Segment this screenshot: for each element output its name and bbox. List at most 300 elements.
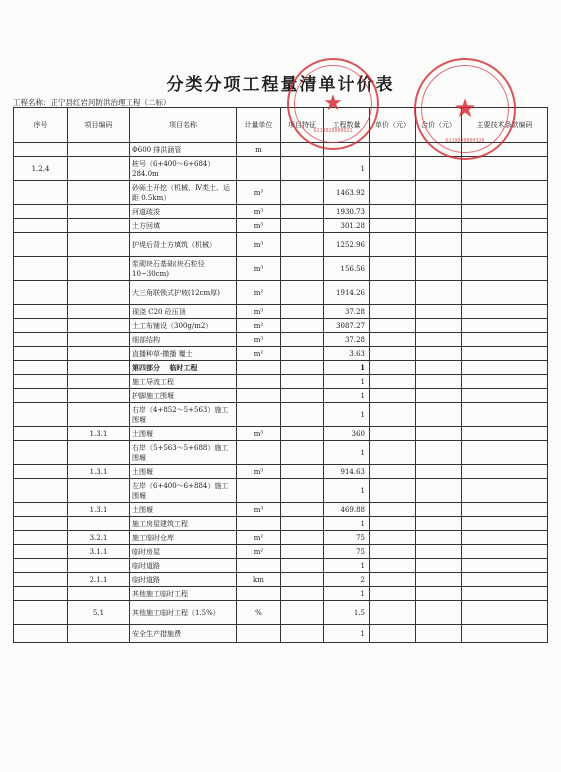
unit-cell (237, 403, 281, 427)
col-header-total-price: 合价（元） (416, 108, 462, 143)
seq-cell (14, 573, 68, 587)
unit-price-cell (370, 157, 416, 181)
unit-cell: m³ (237, 503, 281, 517)
total-price-cell (416, 479, 462, 503)
tech-clause-cell (462, 281, 548, 305)
table-header-row (14, 108, 548, 143)
tech-clause-cell (462, 517, 548, 531)
unit-cell: km (237, 573, 281, 587)
feature-cell (281, 625, 324, 643)
qty-cell: 469.88 (324, 503, 370, 517)
unit-price-cell (370, 333, 416, 347)
seal-star-icon: ★ (323, 91, 343, 116)
tech-clause-cell (462, 181, 548, 205)
qty-cell: 1 (324, 587, 370, 601)
total-price-cell (416, 503, 462, 517)
item-name-cell: 其他施工临时工程（1.5%） (130, 601, 237, 625)
tech-clause-cell (462, 545, 548, 559)
unit-price-cell (370, 531, 416, 545)
code-cell (68, 181, 130, 205)
item-name-cell: 土围堰 (130, 427, 237, 441)
tech-clause-cell (462, 305, 548, 319)
item-name-cell: 土工布铺设（300g/m2） (130, 319, 237, 333)
code-cell (68, 517, 130, 531)
qty-cell: 1 (324, 479, 370, 503)
unit-price-cell (370, 545, 416, 559)
code-cell (68, 319, 130, 333)
unit-price-cell (370, 601, 416, 625)
code-cell (68, 219, 130, 233)
tech-clause-cell (462, 587, 548, 601)
item-name-cell: 第四部分 临时工程 (130, 361, 237, 375)
total-price-cell (416, 333, 462, 347)
unit-cell: m³ (237, 219, 281, 233)
table-row (14, 233, 548, 257)
total-price-cell (416, 361, 462, 375)
feature-cell (281, 305, 324, 319)
item-name-cell: 护堤后背土方填筑（机械） (130, 233, 237, 257)
unit-cell (237, 361, 281, 375)
right-seal-code: 6219020000320 (445, 138, 485, 144)
item-name-cell: 细部结构 (130, 333, 237, 347)
code-cell: 1.3.1 (68, 503, 130, 517)
qty-cell: 301.28 (324, 219, 370, 233)
total-price-cell (416, 347, 462, 361)
qty-cell: 1 (324, 375, 370, 389)
table-row (14, 427, 548, 441)
tech-clause-cell (462, 531, 548, 545)
feature-cell (281, 347, 324, 361)
tech-clause-cell (462, 333, 548, 347)
seq-cell (14, 257, 68, 281)
seq-cell (14, 465, 68, 479)
total-price-cell (416, 465, 462, 479)
seq-cell (14, 347, 68, 361)
tech-clause-cell (462, 361, 548, 375)
table-row (14, 625, 548, 643)
qty-cell: 1914.26 (324, 281, 370, 305)
tech-clause-cell (462, 389, 548, 403)
table-row (14, 157, 548, 181)
table-row (14, 389, 548, 403)
code-cell: 2.1.1 (68, 573, 130, 587)
item-name-cell: 临时道路 (130, 559, 237, 573)
page-title: 分类分项工程量清单计价表 (166, 75, 395, 95)
item-name-cell: 施工导流工程 (130, 375, 237, 389)
project-name: 正宁县红岩河防洪治理工程（二标） (50, 98, 171, 107)
code-cell: 3.2.1 (68, 531, 130, 545)
project-label: 工程名称： (13, 98, 51, 107)
code-cell (68, 479, 130, 503)
feature-cell (281, 333, 324, 347)
unit-cell: m² (237, 545, 281, 559)
unit-price-cell (370, 233, 416, 257)
unit-price-cell (370, 465, 416, 479)
code-cell (68, 375, 130, 389)
unit-price-cell (370, 305, 416, 319)
item-name-cell: 安全生产措施费 (130, 625, 237, 643)
unit-price-cell (370, 441, 416, 465)
unit-cell: m³ (237, 305, 281, 319)
seq-cell (14, 587, 68, 601)
item-name-cell: 土方回填 (130, 219, 237, 233)
unit-price-cell (370, 347, 416, 361)
item-name-cell: 右岸（4+852～5+563）施工围堰 (130, 403, 237, 427)
item-name-cell: 施工临时仓库 (130, 531, 237, 545)
total-price-cell (416, 531, 462, 545)
total-price-cell (416, 389, 462, 403)
qty-cell: 1 (324, 157, 370, 181)
col-header-unit: 计量单位 (237, 108, 281, 143)
item-name-cell: 现浇 C20 砼压顶 (130, 305, 237, 319)
code-cell (68, 205, 130, 219)
item-name-cell: 直播种草-撒播 覆土 (130, 347, 237, 361)
table-row (14, 465, 548, 479)
table-row (14, 319, 548, 333)
unit-cell: m (237, 143, 281, 157)
tech-clause-cell (462, 257, 548, 281)
unit-cell: m³ (237, 257, 281, 281)
feature-cell (281, 257, 324, 281)
feature-cell (281, 465, 324, 479)
seq-cell (14, 143, 68, 157)
feature-cell (281, 427, 324, 441)
qty-cell: 1 (324, 625, 370, 643)
table-row (14, 559, 548, 573)
total-price-cell (416, 257, 462, 281)
code-cell (68, 625, 130, 643)
table-row (14, 205, 548, 219)
unit-cell (237, 389, 281, 403)
seq-cell (14, 441, 68, 465)
col-header-qty: 工程数量 (324, 108, 370, 143)
feature-cell (281, 587, 324, 601)
seq-cell (14, 319, 68, 333)
seal-star-icon: ★ (453, 94, 477, 124)
qty-cell: 75 (324, 545, 370, 559)
tech-clause-cell (462, 347, 548, 361)
unit-cell: m³ (237, 333, 281, 347)
qty-cell: 3087.27 (324, 319, 370, 333)
code-cell (68, 233, 130, 257)
unit-cell (237, 517, 281, 531)
unit-cell: m³ (237, 427, 281, 441)
table-row (14, 517, 548, 531)
seq-cell (14, 361, 68, 375)
table-row (14, 479, 548, 503)
qty-cell: 1 (324, 441, 370, 465)
total-price-cell (416, 181, 462, 205)
feature-cell (281, 517, 324, 531)
qty-cell: 914.63 (324, 465, 370, 479)
qty-cell: 2 (324, 573, 370, 587)
seq-cell (14, 389, 68, 403)
code-cell (68, 257, 130, 281)
total-price-cell (416, 573, 462, 587)
unit-price-cell (370, 257, 416, 281)
feature-cell (281, 281, 324, 305)
total-price-cell (416, 517, 462, 531)
total-price-cell (416, 559, 462, 573)
feature-cell (281, 375, 324, 389)
unit-cell: m² (237, 531, 281, 545)
item-name-cell: 大三角联锁式护坡(12cm厚) (130, 281, 237, 305)
unit-price-cell (370, 205, 416, 219)
qty-cell: 3.63 (324, 347, 370, 361)
unit-cell (237, 587, 281, 601)
code-cell (68, 361, 130, 375)
seq-cell (14, 559, 68, 573)
code-cell (68, 333, 130, 347)
left-seal-code: 6219020000021 (313, 128, 353, 134)
tech-clause-cell (462, 233, 548, 257)
col-header-name: 项目名称 (130, 108, 237, 143)
code-cell (68, 305, 130, 319)
total-price-cell (416, 601, 462, 625)
code-cell (68, 559, 130, 573)
code-cell (68, 441, 130, 465)
table-row (14, 403, 548, 427)
unit-price-cell (370, 281, 416, 305)
total-price-cell (416, 281, 462, 305)
table-row (14, 587, 548, 601)
total-price-cell (416, 403, 462, 427)
total-price-cell (416, 441, 462, 465)
feature-cell (281, 531, 324, 545)
table-body (14, 143, 548, 643)
feature-cell (281, 403, 324, 427)
code-cell (68, 587, 130, 601)
seq-cell (14, 333, 68, 347)
qty-cell: 37.28 (324, 305, 370, 319)
total-price-cell (416, 427, 462, 441)
unit-price-cell (370, 479, 416, 503)
total-price-cell (416, 305, 462, 319)
seq-cell (14, 403, 68, 427)
total-price-cell (416, 233, 462, 257)
feature-cell (281, 319, 324, 333)
qty-cell: 1 (324, 361, 370, 375)
unit-cell: m³ (237, 205, 281, 219)
seq-cell (14, 219, 68, 233)
unit-cell (237, 479, 281, 503)
code-cell (68, 347, 130, 361)
unit-cell: m² (237, 281, 281, 305)
table-row (14, 503, 548, 517)
qty-cell: 1 (324, 403, 370, 427)
col-header-feature: 项目特征 (281, 108, 324, 143)
tech-clause-cell (462, 601, 548, 625)
seq-cell (14, 517, 68, 531)
seq-cell (14, 545, 68, 559)
tech-clause-cell (462, 625, 548, 643)
seq-cell (14, 181, 68, 205)
item-name-cell: 右岸（5+563～5+688）施工围堰 (130, 441, 237, 465)
table-row (14, 257, 548, 281)
code-cell (68, 389, 130, 403)
total-price-cell (416, 143, 462, 157)
tech-clause-cell (462, 441, 548, 465)
item-name-cell: 桩号（6+400～6+684）284.0m (130, 157, 237, 181)
col-header-tech-clause: 主要技术条款编码 (462, 108, 548, 143)
feature-cell (281, 233, 324, 257)
feature-cell (281, 545, 324, 559)
feature-cell (281, 219, 324, 233)
seq-cell (14, 531, 68, 545)
qty-cell: 1.5 (324, 601, 370, 625)
total-price-cell (416, 587, 462, 601)
tech-clause-cell (462, 157, 548, 181)
seq-cell (14, 625, 68, 643)
tech-clause-cell (462, 465, 548, 479)
item-name-cell: 河道疏浚 (130, 205, 237, 219)
unit-cell: % (237, 601, 281, 625)
col-header-seq: 序号 (14, 108, 68, 143)
item-name-cell: 护脚施工围堰 (130, 389, 237, 403)
unit-cell (237, 375, 281, 389)
qty-cell: 75 (324, 531, 370, 545)
feature-cell (281, 389, 324, 403)
qty-cell: 1463.92 (324, 181, 370, 205)
tech-clause-cell (462, 479, 548, 503)
table-row (14, 531, 548, 545)
tech-clause-cell (462, 219, 548, 233)
code-cell (68, 143, 130, 157)
table-row (14, 143, 548, 157)
feature-cell (281, 479, 324, 503)
tech-clause-cell (462, 427, 548, 441)
qty-cell: 1930.73 (324, 205, 370, 219)
item-name-cell: 施工房屋建筑工程 (130, 517, 237, 531)
qty-cell: 1 (324, 517, 370, 531)
unit-cell (237, 157, 281, 181)
seq-cell (14, 205, 68, 219)
seq-cell (14, 281, 68, 305)
unit-price-cell (370, 219, 416, 233)
code-cell: 1.3.1 (68, 427, 130, 441)
table-row (14, 375, 548, 389)
total-price-cell (416, 157, 462, 181)
qty-cell: 360 (324, 427, 370, 441)
item-name-cell: 土围堰 (130, 465, 237, 479)
item-name-cell: 砂砾土开挖（机械、Ⅳ类土、运距 0.5km） (130, 181, 237, 205)
unit-cell (237, 625, 281, 643)
unit-cell: m² (237, 319, 281, 333)
col-header-code: 项目编码 (68, 108, 130, 143)
feature-cell (281, 157, 324, 181)
item-name-cell: 浆砌块石基础(块石粒径10~30cm) (130, 257, 237, 281)
qty-cell: 1 (324, 389, 370, 403)
item-name-cell: 左岸（6+400～6+884）施工围堰 (130, 479, 237, 503)
tech-clause-cell (462, 143, 548, 157)
item-name-cell: 临时房屋 (130, 545, 237, 559)
table-row (14, 281, 548, 305)
feature-cell (281, 559, 324, 573)
table-row (14, 601, 548, 625)
qty-cell: 156.56 (324, 257, 370, 281)
table-row (14, 347, 548, 361)
feature-cell (281, 181, 324, 205)
table-row (14, 333, 548, 347)
code-cell (68, 403, 130, 427)
seq-cell (14, 503, 68, 517)
table-row (14, 545, 548, 559)
tech-clause-cell (462, 503, 548, 517)
feature-cell (281, 361, 324, 375)
unit-price-cell (370, 319, 416, 333)
unit-price-cell (370, 625, 416, 643)
unit-cell (237, 441, 281, 465)
seq-cell (14, 427, 68, 441)
seq-cell (14, 305, 68, 319)
table-row (14, 219, 548, 233)
total-price-cell (416, 219, 462, 233)
feature-cell (281, 143, 324, 157)
table-row (14, 181, 548, 205)
code-cell: 1.3.1 (68, 465, 130, 479)
item-name-cell: Φ600 排洪涵管 (130, 143, 237, 157)
unit-cell: m³ (237, 233, 281, 257)
total-price-cell (416, 205, 462, 219)
unit-cell: m² (237, 347, 281, 361)
table-row (14, 573, 548, 587)
unit-cell (237, 559, 281, 573)
item-name-cell: 土围堰 (130, 503, 237, 517)
unit-price-cell (370, 587, 416, 601)
feature-cell (281, 573, 324, 587)
col-header-unit-price: 单价（元） (370, 108, 416, 143)
unit-cell: m³ (237, 181, 281, 205)
tech-clause-cell (462, 375, 548, 389)
feature-cell (281, 205, 324, 219)
code-cell (68, 281, 130, 305)
unit-price-cell (370, 503, 416, 517)
qty-cell (324, 143, 370, 157)
feature-cell (281, 441, 324, 465)
unit-price-cell (370, 361, 416, 375)
total-price-cell (416, 319, 462, 333)
feature-cell (281, 601, 324, 625)
tech-clause-cell (462, 319, 548, 333)
seq-cell: 1.2.4 (14, 157, 68, 181)
bill-of-quantities-table (13, 107, 548, 643)
feature-cell (281, 503, 324, 517)
item-name-cell: 临时道路 (130, 573, 237, 587)
tech-clause-cell (462, 559, 548, 573)
qty-cell: 1 (324, 559, 370, 573)
unit-price-cell (370, 181, 416, 205)
seq-cell (14, 479, 68, 503)
unit-price-cell (370, 559, 416, 573)
total-price-cell (416, 625, 462, 643)
tech-clause-cell (462, 403, 548, 427)
seq-cell (14, 375, 68, 389)
unit-cell: m³ (237, 465, 281, 479)
qty-cell: 1252.96 (324, 233, 370, 257)
seq-cell (14, 233, 68, 257)
tech-clause-cell (462, 573, 548, 587)
unit-price-cell (370, 427, 416, 441)
item-name-cell: 其他施工临时工程 (130, 587, 237, 601)
tech-clause-cell (462, 205, 548, 219)
unit-price-cell (370, 573, 416, 587)
qty-cell: 37.28 (324, 333, 370, 347)
table-row (14, 361, 548, 375)
unit-price-cell (370, 375, 416, 389)
unit-price-cell (370, 517, 416, 531)
code-cell: 3.1.1 (68, 545, 130, 559)
seq-cell (14, 601, 68, 625)
